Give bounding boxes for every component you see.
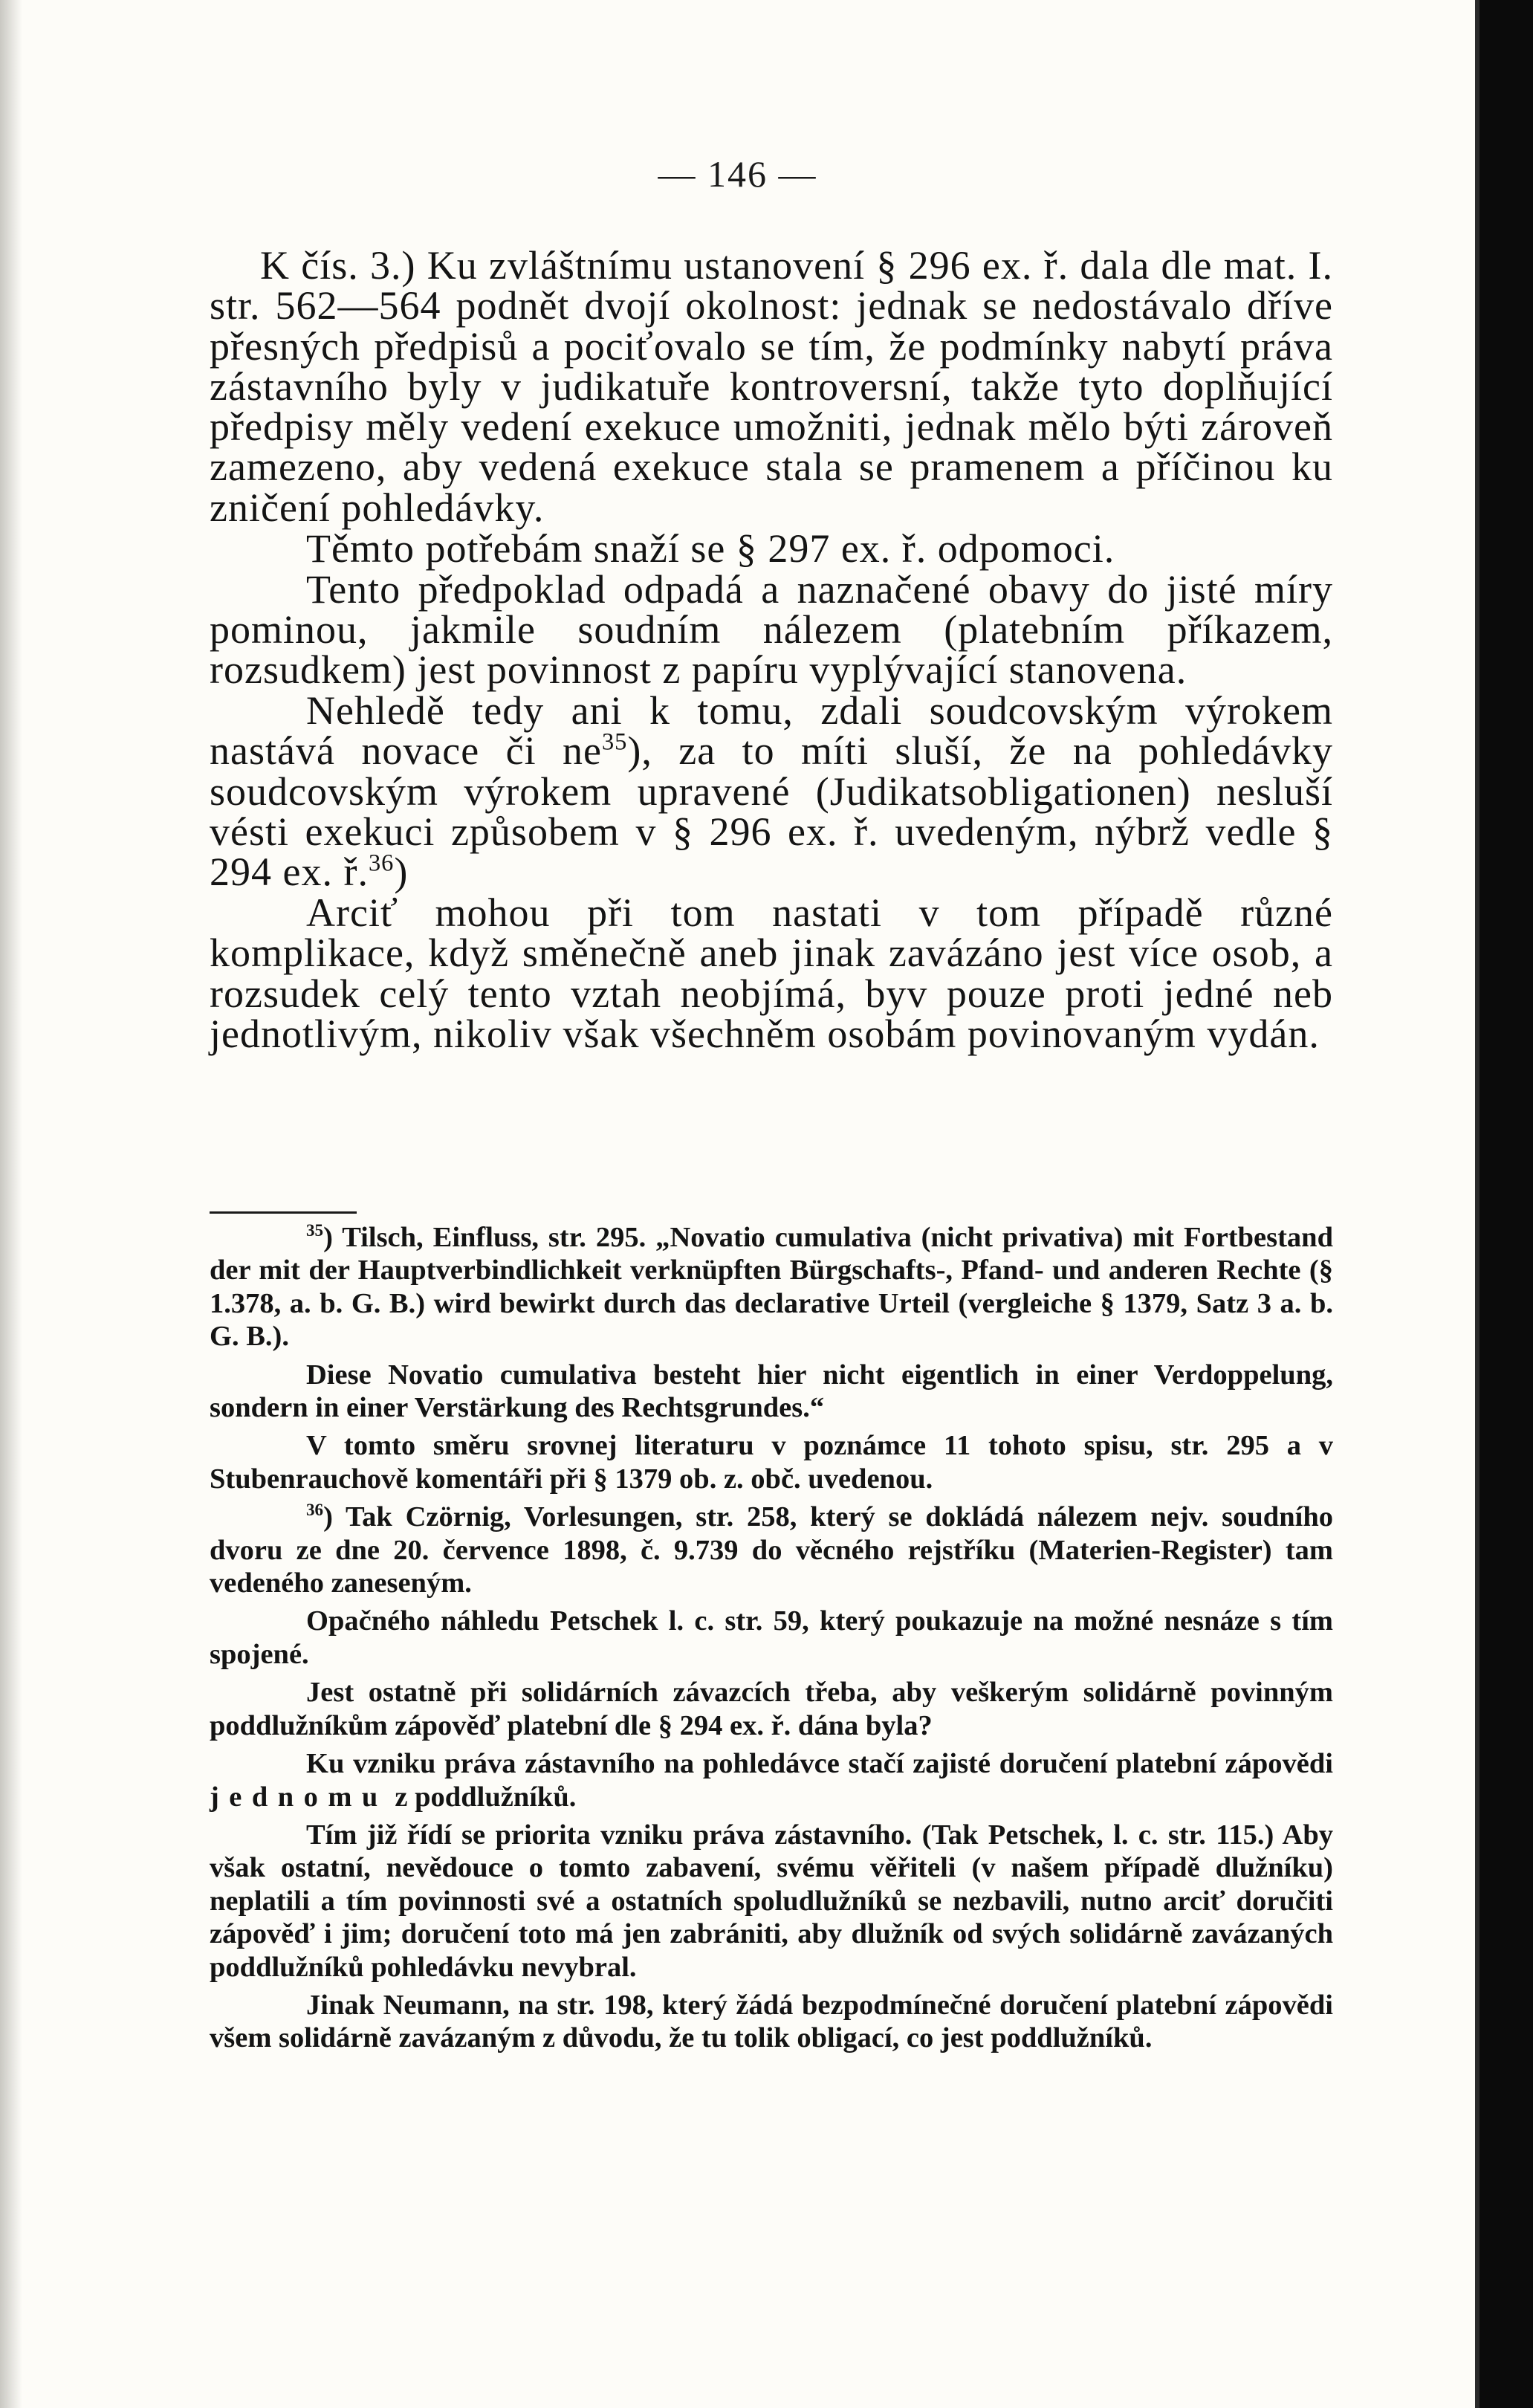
footnote-36-text: ) Tak Czörnig, Vorlesungen, str. 258, který se dokládá nálezem nejv. soudního dvoru ze dne 20. července 1898, č. 9.739 do věcného rejstříku (Materien-Register) tam vedeného zaneseným. bbox=[210, 1501, 1333, 1599]
paragraph-4-text-a: Nehledě tedy ani k tomu, zdali soudcovským výrokem nastává novace či ne bbox=[210, 688, 1333, 774]
paragraph-4-text-c: ) bbox=[394, 849, 409, 895]
footnote-36-p4-text-a: Ku vzniku práva zástavního na pohledávce stačí zajisté doručení platební zápovědi bbox=[306, 1748, 1333, 1780]
paragraph-4 bbox=[210, 688, 1334, 895]
footnote-35-paragraph-3: V tomto směru srovnej literaturu v poznámce 11 tohoto spisu, str. 295 a v Stubenrauchově komentáři při § 1379 ob. z. obč. uvedenou. bbox=[210, 1430, 1333, 1495]
main-text bbox=[210, 245, 1333, 1055]
footnote-36-p4-spaced: jednomu bbox=[210, 1781, 388, 1813]
footnote-36-paragraph-4 bbox=[210, 1747, 1333, 1813]
footnote-36-paragraph-2: Opačného náhledu Petschek l. c. str. 59, který poukazuje na možné nesnáze s tím spojené. bbox=[210, 1605, 1333, 1670]
footnote-36-paragraph-3: Jest ostatně při solidárních závazcích třeba, aby veškerým solidárně povinným poddlužníkům zápověď platební dle § 294 ex. ř. dána byla? bbox=[210, 1677, 1333, 1741]
footnote-36-paragraph-6: Jinak Neumann, na str. 198, který žádá bezpodmínečné doručení platební zápovědi všem solidárně zavázaným z důvodu, že tu tolik obligací, co jest poddlužníků. bbox=[210, 1989, 1333, 2054]
paragraph-2: Těmto potřebám snaží se § 297 ex. ř. odpomoci. bbox=[306, 525, 1115, 571]
footnote-ref-36: 36 bbox=[368, 849, 395, 877]
paragraph-5: Arciť mohou při tom nastati v tom případě různé komplikace, když směnečně aneb jinak zavázáno jest více osob, a rozsudek celý tento vztah neobjímá, byv pouze proti jedné neb jednotlivým, nikoliv však všechněm osobám povinovaným vydán. bbox=[210, 890, 1333, 1057]
footnotes bbox=[210, 1221, 1333, 2060]
footnote-35-paragraph-2: Diese Novatio cumulativa besteht hier nicht eigentlich in einer Verdoppelung, sondern in einer Verstärkung des Rechtsgrundes.“ bbox=[210, 1359, 1333, 1424]
page-number: — 146 — bbox=[658, 153, 817, 195]
footnote-35 bbox=[210, 1221, 1333, 1353]
footnote-36 bbox=[210, 1501, 1333, 1599]
paragraph-3: Tento předpoklad odpadá a naznačené obavy do jisté míry pominou, jakmile soudním nálezem (platebním příkazem, rozsudkem) jest povinnost z papíru vyplývající stanovena. bbox=[210, 566, 1333, 693]
footnote-36-p4-text-b: z poddlužníků. bbox=[395, 1781, 577, 1813]
footnote-35-mark: 35 bbox=[306, 1220, 324, 1240]
footnote-divider bbox=[210, 1211, 357, 1214]
paragraph-4-text-b: ), za to míti sluší, že na pohledávky soudcovským výrokem upravené (Judikatsobligationen) nesluší vésti exekuci způsobem v § 296 ex. ř. uvedeným, nýbrž vedle § 294 ex. ř. bbox=[210, 728, 1334, 895]
footnote-ref-35: 35 bbox=[601, 728, 628, 756]
footnote-35-text: ) Tilsch, Einfluss, str. 295. „Novatio cumulativa (nicht privativa) mit Fortbestand der mit der Hauptverbindlichkeit verknüpften Bürgschafts-, Pfand- und anderen Rechte (§ 1.378, a. b. G. B.) wird bewirkt durch das declarative Urteil (vergleiche § 1379, Satz 3 a. b. G. B.). bbox=[210, 1222, 1333, 1353]
paragraph-1: K čís. 3.) Ku zvláštnímu ustanovení § 296 ex. ř. dala dle mat. I. str. 562—564 podnět dvojí okolnost: jednak se nedostávalo dříve přesných předpisů a pociťovalo se tím, že podmínky nabytí práva zástavního byly v judikatuře kontroversní, takže tyto doplňující předpisy měly vedení exekuce umožniti, jednak mělo býti zároveň zamezeno, aby vedená exekuce stala se pramenem a příčinou ku zničení pohledávky. bbox=[210, 243, 1333, 530]
footnote-36-paragraph-5: Tím již řídí se priorita vzniku práva zástavního. (Tak Petschek, l. c. str. 115.) Aby však ostatní, nevědouce o tomto zabavení, svému věřiteli (v našem případě dlužníku) neplatili a tím povinnosti své a ostatních spoludlužníků se nezbavili, nutno arciť doručiti zápověď i jim; doručení toto má jen zabrániti, aby dlužník od svých solidárně zavázaných poddlužníků pohledávku nevybral. bbox=[210, 1819, 1333, 1983]
footnote-36-mark: 36 bbox=[306, 1500, 324, 1520]
